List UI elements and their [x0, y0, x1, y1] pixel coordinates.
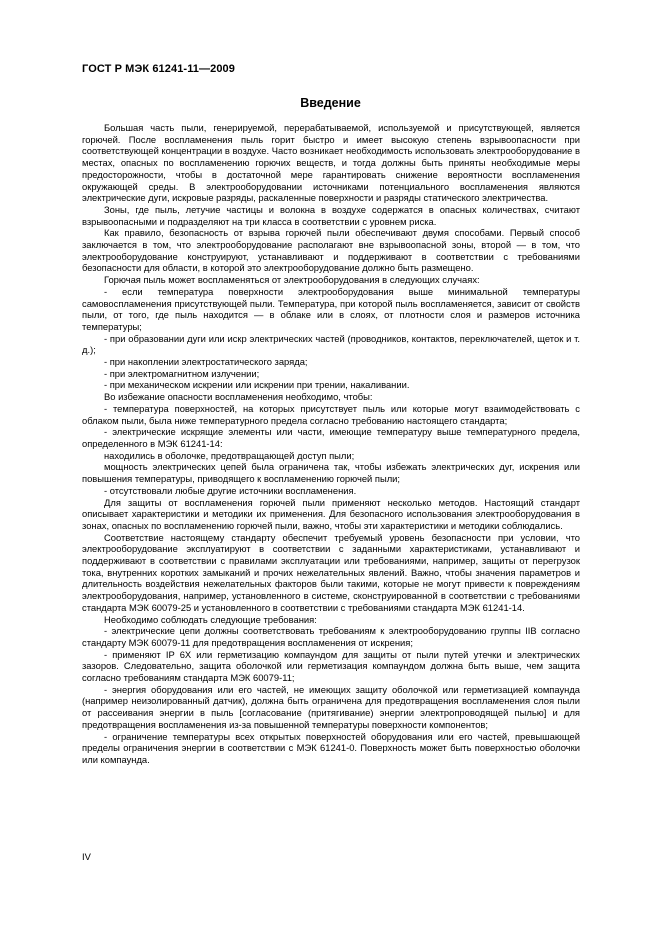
list-item: - при накоплении электростатического заряда; — [104, 356, 308, 368]
list-item: - энергия оборудования или его частей, не имеющих защиту оболочкой или герметизацией компаунда (например неизолированный датчик), должна быть ограничена для предотвращения воспламенения слоя пыли от рассеивания энергии в пыль [согласование (притягивание) энергии электропроводящей пылью] и для предотвращения воспламенения из-за повышенной температуры поверхности компонентов; — [82, 683, 580, 730]
paragraph: Во избежание опасности воспламенения необходимо, чтобы: — [104, 391, 373, 403]
paragraph: Соответствие настоящему стандарту обеспечит требуемый уровень безопасности при условии, что электрооборудование эксплуатируют в соответствии с заданными характеристиками, устанавливают и поддерживают в соответствии с правилами эксплуатации или требованиями, например, защиты от перегрузок тока, внутренних коротких замыканий и прочих нежелательных явлений. Важно, чтобы значения параметров и длительность воздействия нежелательных факторов были такими, которые не могут привести к повреждениям электрооборудования, например, установленного в системе, сконструированной в соответствии с требованиями стандарта МЭК 60079-25 и установленного в соответствии с требованиями стандарта МЭК 61241-14. — [82, 531, 580, 613]
list-item: - при электромагнитном излучении; — [104, 367, 260, 379]
paragraph: Как правило, безопасность от взрыва горючей пыли обеспечивают двумя способами. Первый способ заключается в том, что электрооборудование располагают вне взрывоопасной зоны, второй — в том, что электрооборудование конструируют, устанавливают и поддерживают в соответствии с требованиями безопасности для области, в которой это электрооборудование должно быть размещено. — [82, 227, 580, 274]
list-item: - при механическом искрении или искрении при трении, накаливании. — [104, 379, 410, 391]
list-item: - температура поверхностей, на которых присутствует пыль или которые могут взаимодействовать с облаком пыли, была ниже температурного предела согласно требованию настоящего стандарта; — [82, 402, 580, 426]
list-item: - если температура поверхности электрооборудования выше минимальной температуры самовоспламенения присутствующей пыли. Температура, при которой пыль воспламеняется, зависит от свойств пыли, от того, где пыль находится — в облаке или в слоях, от плотности слоя и размеров источника температуры; — [82, 285, 580, 332]
paragraph: Необходимо соблюдать следующие требования: — [104, 613, 317, 625]
paragraph: Для защиты от воспламенения горючей пыли применяют несколько методов. Настоящий стандарт описывает характеристики и методики их применения. Для безопасного использования электрооборудования в зонах, опасных по воспламенению горючей пыли, важно, чтобы эти характеристики и методики соблюдались. — [82, 496, 580, 531]
list-item: - электрические цепи должны соответствовать требованиям к электрооборудованию группы IIB согласно стандарту МЭК 60079-11 для предотвращения воспламенения от искрения; — [82, 625, 580, 648]
paragraph: Зоны, где пыль, летучие частицы и волокна в воздухе содержатся в опасных количествах, считают взрывоопасными и подразделяют на три класса в соответствии с уровнем риска. — [82, 203, 580, 227]
list-item: мощность электрических цепей была ограничена так, чтобы избежать электрических дуг, искрения или повышения температуры, приводящего к воспламенению горючей пыли; — [82, 461, 580, 485]
list-item: - электрические искрящие элементы или части, имеющие температуру выше температурного предела, определенного в МЭК 61241-14: — [82, 426, 580, 449]
list-item: - применяют IP 6X или герметизацию компаундом для защиты от пыли путей утечки и электрических зазоров. Следовательно, защита оболочкой или герметизация компаундом должна быть выше, чем защита согласно требованиям стандарта МЭК 60079-11; — [82, 648, 580, 684]
list-item: находились в оболочке, предотвращающей доступ пыли; — [104, 449, 355, 461]
list-item: - при образовании дуги или искр электрических частей (проводников, контактов, переключателей, щеток и т. д.); — [82, 332, 580, 356]
section-title: Введение — [300, 96, 361, 110]
list-item: - отсутствовали любые другие источники воспламенения. — [104, 484, 357, 496]
page-number: IV — [82, 851, 91, 862]
list-item: - ограничение температуры всех открытых поверхностей оборудования или его частей, превышающей пределы ограничения энергии в соответствии с МЭК 61241-0. Поверхность может быть поверхностью оболочки или компаунда. — [82, 730, 580, 765]
paragraph: Горючая пыль может воспламеняться от электрооборудования в следующих случаях: — [104, 274, 480, 286]
paragraph: Большая часть пыли, генерируемой, перерабатываемой, используемой и присутствующей, является горючей. После воспламенения пыль горит быстро и имеет высокую степень взрывоопасности при соответствующей концентрации в воздухе. Часто возникает необходимость использовать электрооборудование в местах, опасных по воспламенению горючих веществ, и тогда должны быть приняты необходимые меры предосторожности, чтобы в достаточной мере гарантировать снижение вероятности воспламенения окружающей среды. В электрооборудовании источниками потенциального воспламенения являются электрические дуги, искровые разряды, раскаленные поверхности и разряды статического электричества. — [82, 122, 580, 204]
body-text — [82, 122, 580, 766]
document-code-header: ГОСТ Р МЭК 61241-11—2009 — [82, 63, 235, 75]
